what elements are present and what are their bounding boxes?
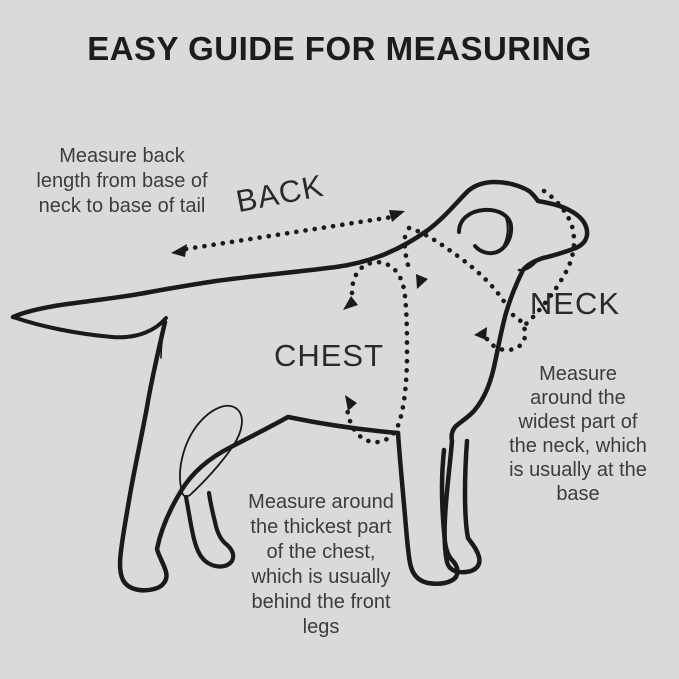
neck-arrow-end-icon (474, 327, 487, 340)
back-label: BACK (233, 167, 327, 220)
back-note-line: neck to base of tail (38, 195, 206, 217)
back-measure-note (22, 144, 222, 219)
neck-note-line: base (556, 483, 600, 505)
chest-note-line: Measure around (248, 491, 394, 513)
neck-measure-dotted-front (409, 228, 508, 308)
back-note-line: Measure back (59, 145, 185, 167)
chest-label: CHEST (273, 338, 385, 373)
neck-arrow-front-icon (416, 274, 428, 289)
back-note-line: length from base of (36, 170, 208, 192)
chest-measure-note (231, 490, 411, 640)
far-hind-foot-outline (186, 493, 233, 567)
neck-note-line: is usually at the (509, 459, 647, 481)
neck-measure-note (498, 362, 658, 506)
belly-line (288, 417, 398, 433)
tail-lower-line (13, 317, 166, 337)
neck-note-line: the neck, which (509, 435, 647, 457)
back-arrow-right-icon (389, 210, 405, 222)
back-arrow-left-icon (171, 244, 187, 257)
chest-note-line: legs (302, 616, 340, 638)
chest-note-line: the thickest part (250, 516, 392, 538)
chest-arrow-top-icon (343, 296, 358, 310)
page-title: EASY GUIDE FOR MEASURING (87, 30, 592, 67)
neck-label: NECK (529, 286, 621, 321)
chest-note-line: which is usually (251, 566, 391, 588)
chest-note-line: of the chest, (266, 541, 376, 563)
neck-note-line: widest part of (518, 411, 638, 433)
neck-note-line: Measure (539, 363, 617, 385)
neck-note-line: around the (530, 387, 626, 409)
chest-arrow-bottom-icon (345, 395, 357, 411)
chest-note-line: behind the front (251, 591, 391, 613)
far-hind-thigh-line (180, 406, 242, 497)
